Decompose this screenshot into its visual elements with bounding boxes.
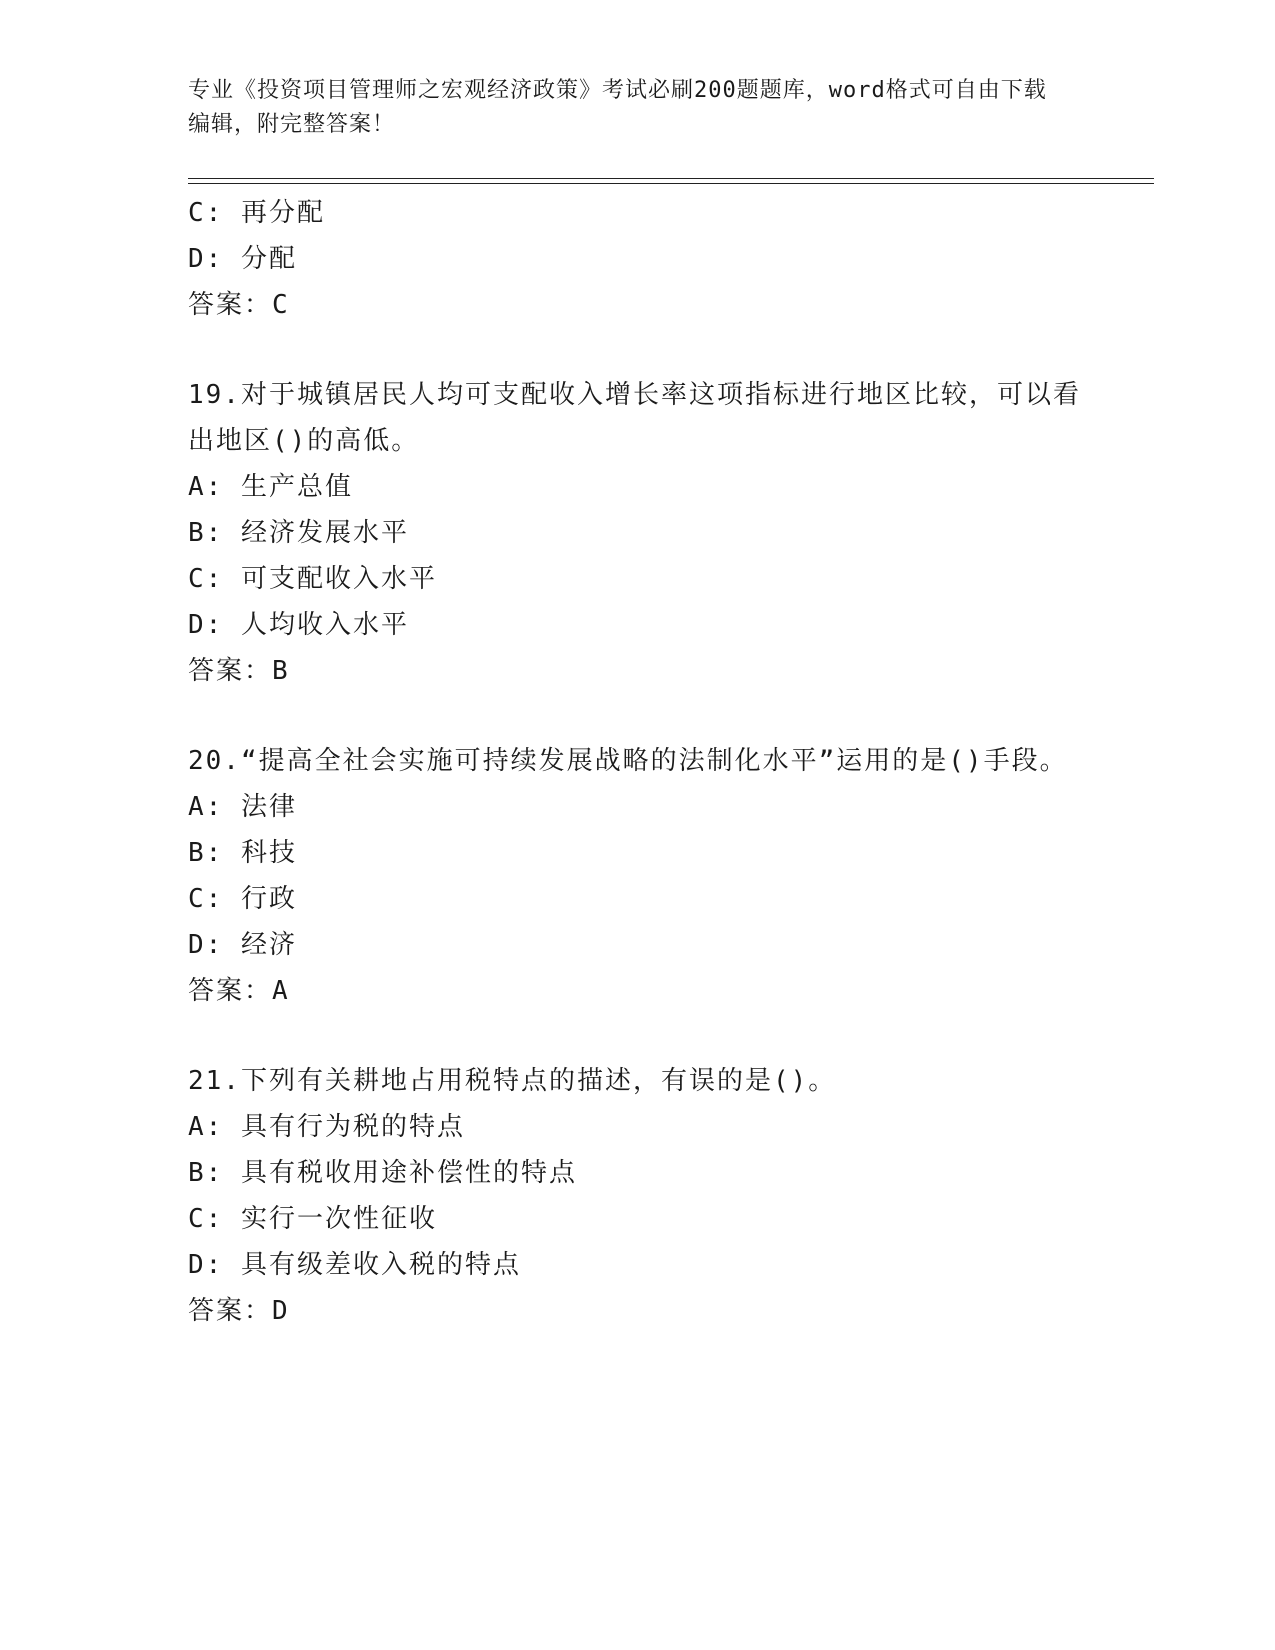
option-a: A: 法律: [188, 792, 297, 822]
option-a: A: 具有行为税的特点: [188, 1112, 465, 1142]
option-b: B: 科技: [188, 838, 297, 868]
option-d: D: 分配: [188, 244, 297, 274]
option-c: C: 行政: [188, 884, 297, 914]
question-18-tail: [188, 190, 1088, 328]
option-b: B: 经济发展水平: [188, 518, 409, 548]
option-b: B: 具有税收用途补偿性的特点: [188, 1158, 577, 1188]
question-stem: 21.下列有关耕地占用税特点的描述，有误的是()。: [188, 1066, 837, 1096]
option-d: D: 人均收入水平: [188, 610, 409, 640]
option-c: C: 再分配: [188, 198, 325, 228]
question-stem: 20.“提高全社会实施可持续发展战略的法制化水平”运用的是()手段。: [188, 746, 1068, 776]
document-header: 专业《投资项目管理师之宏观经济政策》考试必刷200题题库，word格式可自由下载编辑，附完整答案！: [188, 78, 1047, 137]
question-21: [188, 1058, 1088, 1334]
question-list: [188, 190, 1088, 1378]
question-20: [188, 738, 1088, 1014]
option-d: D: 经济: [188, 930, 297, 960]
header-divider-bottom: [188, 183, 1154, 184]
question-stem: 19.对于城镇居民人均可支配收入增长率这项指标进行地区比较，可以看出地区()的高低。: [188, 380, 1081, 456]
header-divider-top: [188, 178, 1154, 179]
answer-line: 答案：A: [188, 976, 290, 1006]
answer-line: 答案：C: [188, 290, 290, 320]
option-d: D: 具有级差收入税的特点: [188, 1250, 521, 1280]
option-c: C: 可支配收入水平: [188, 564, 437, 594]
option-c: C: 实行一次性征收: [188, 1204, 437, 1234]
answer-line: 答案：D: [188, 1296, 290, 1326]
answer-line: 答案：B: [188, 656, 290, 686]
option-a: A: 生产总值: [188, 472, 353, 502]
question-19: [188, 372, 1088, 694]
